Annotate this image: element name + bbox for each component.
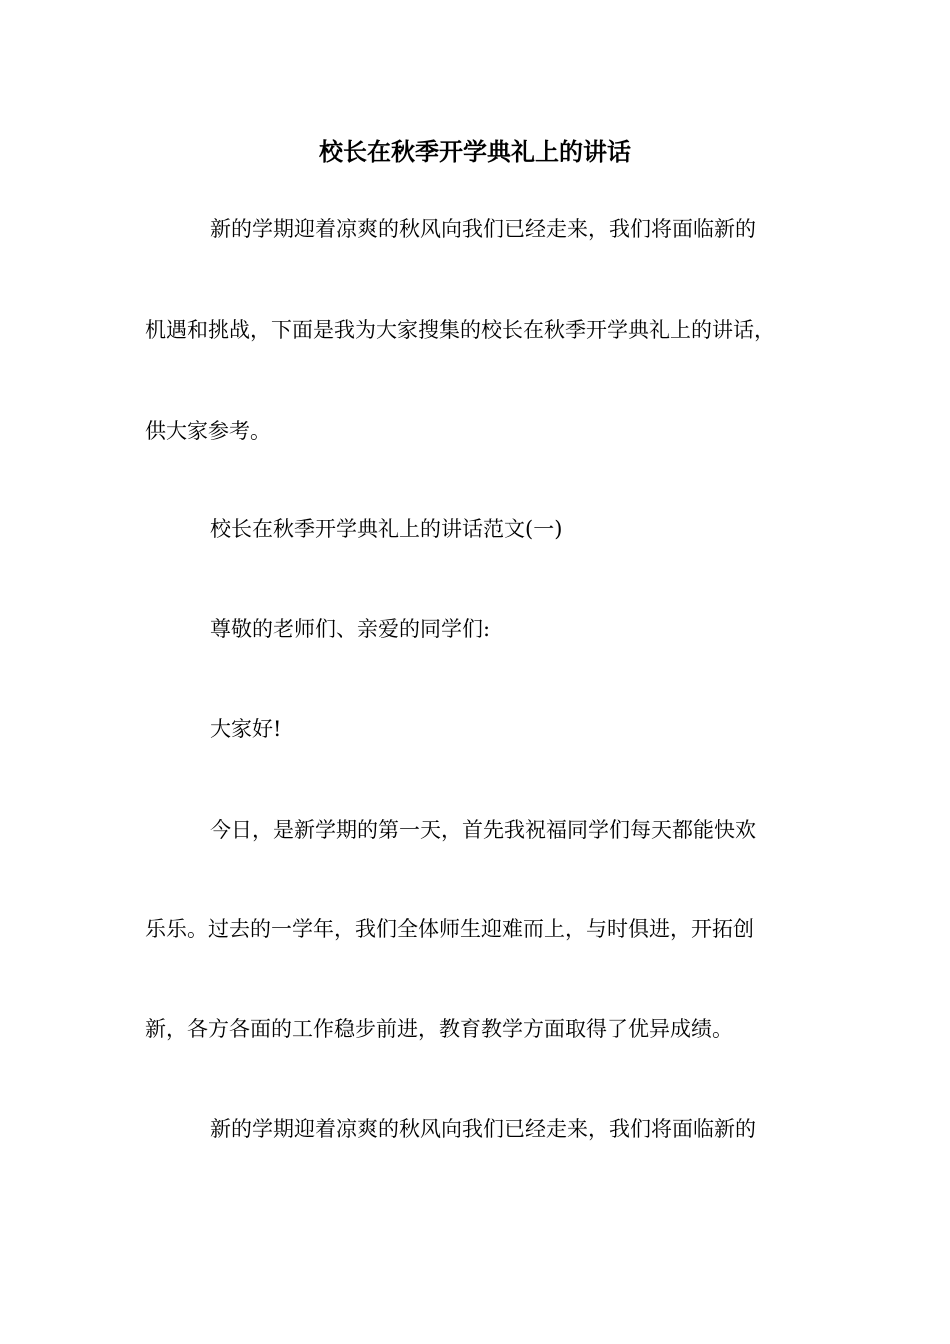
paragraph-line: 新的学期迎着凉爽的秋风向我们已经走来，我们将面临新的: [210, 217, 756, 241]
salutation-line: 尊敬的老师们、亲爱的同学们:: [210, 617, 491, 641]
paragraph-line: 乐乐。过去的一学年，我们全体师生迎难而上，与时俱进，开拓创: [145, 917, 754, 941]
section-heading: 校长在秋季开学典礼上的讲话范文(一): [210, 517, 563, 541]
paragraph-line: 新，各方各面的工作稳步前进，教育教学方面取得了优异成绩。: [145, 1017, 733, 1041]
paragraph-line: 今日，是新学期的第一天，首先我祝福同学们每天都能快欢: [210, 818, 756, 842]
paragraph-line: 机遇和挑战，下面是我为大家搜集的校长在秋季开学典礼上的讲话，: [145, 318, 775, 342]
document-title: 校长在秋季开学典礼上的讲话: [319, 137, 631, 166]
paragraph-line: 供大家参考。: [145, 419, 271, 443]
paragraph-line: 新的学期迎着凉爽的秋风向我们已经走来，我们将面临新的: [210, 1117, 756, 1141]
greeting-line: 大家好!: [210, 717, 282, 741]
